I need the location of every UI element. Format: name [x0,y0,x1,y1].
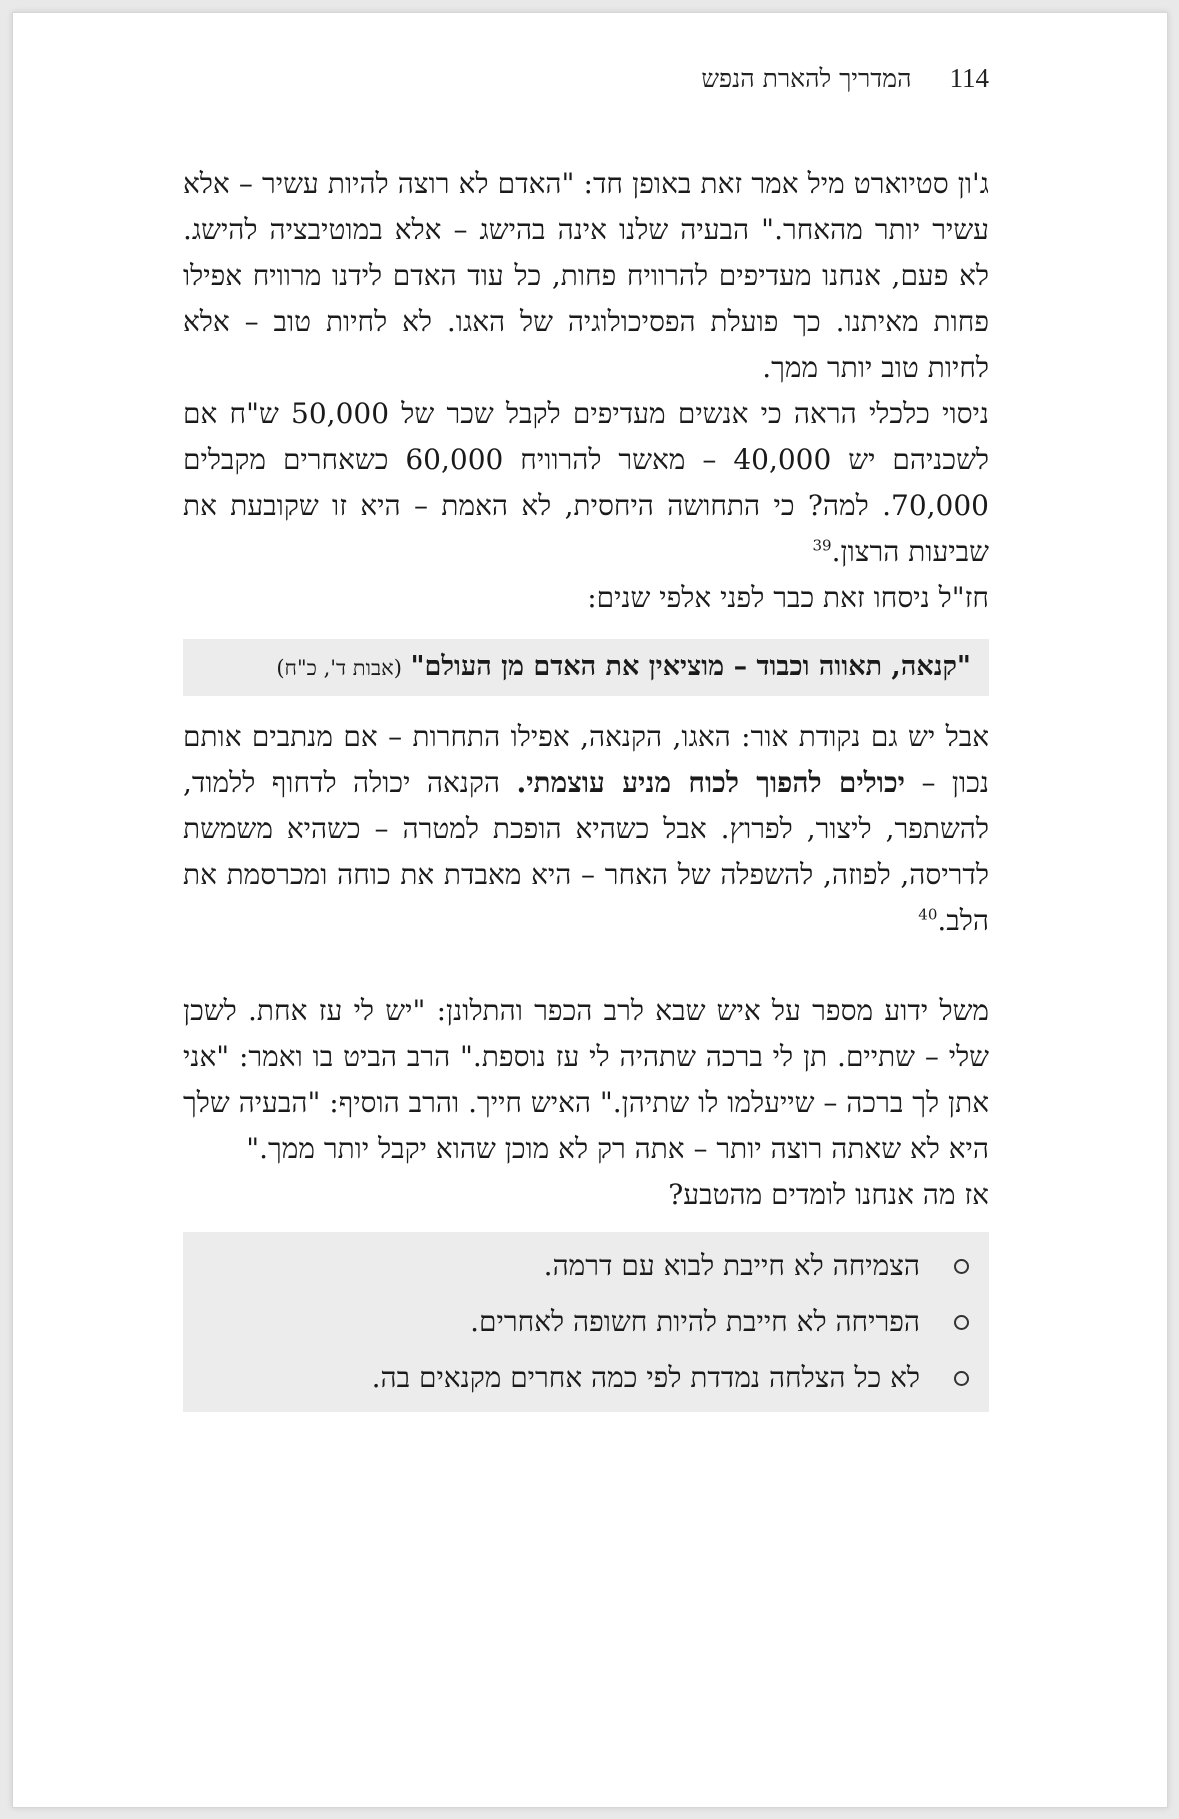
paragraph-experiment-text: ניסוי כלכלי הראה כי אנשים מעדיפים לקבל שכר של 50,000 ש"ח אם לשכניהם יש 40,000 – מאשר להרוויח 60,000 כשאחרים מקבלים 70,000. למה? כי התחושה היחסית, לא האמת – היא זו שקובעת את שביעות הרצון. [183,397,989,568]
paragraph-chazal-text: חז"ל ניסחו זאת כבר לפני אלפי שנים: [587,581,989,614]
paragraph-light-bold: יכולים להפוך לכוח מניע עוצמתי. [516,766,905,799]
quote-text: "קנאה, תאווה וכבוד – מוציאין את האדם מן העולם" [410,651,971,682]
paragraph-chazal [183,575,989,621]
circle-bullet-icon [954,1315,969,1330]
question-line [183,1172,989,1218]
book-title: המדריך להארת הנפש [701,64,912,93]
paragraph-mill-text: ג'ון סטיוארט מיל אמר זאת באופן חד: "האדם לא רוצה להיות עשיר – אלא עשיר יותר מהאחר." הבעיה שלנו אינה בהישג – אלא במוטיבציה להישג. לא פעם, אנחנו מעדיפים להרוויח פחות, כל עוד האדם לידנו מרוויח אפילו פחות מאיתנו. כך פועלת הפסיכולוגיה של האגו. לא לחיות טוב – אלא לחיות טוב יותר ממך. [183,167,989,384]
circle-bullet-icon [954,1259,969,1274]
quote-source: (אבות ד', כ"ח) [276,656,402,680]
list-item-text: הפריחה לא חייבת להיות חשופה לאחרים. [470,1305,920,1338]
list-item-text: הצמיחה לא חייבת לבוא עם דרמה. [543,1249,920,1282]
paragraph-parable [183,988,989,1172]
page-number: 114 [949,63,989,93]
paragraph-light-text-end: הקנאה יכולה לדחוף ללמוד, להשתפר, ליצור, לפרוץ. אבל כשהיא הופכת למטרה – כשהיא משמשת לדריסה, לפוזה, להשפלה של האחר – היא מאבדת את כוחה ומכרסמת את הלב. [183,766,989,937]
paragraph-light [183,714,989,944]
footnote-marker: 39 [812,536,832,555]
paragraph-parable-text: משל ידוע מספר על איש שבא לרב הכפר והתלונן: "יש לי עז אחת. לשכן שלי – שתיים. תן לי ברכה שתהיה לי עז נוספת." הרב הביט בו ואמר: "אני אתן לך ברכה – שייעלמו לו שתיהן." האיש חייך. והרב הוסיף: "הבעיה שלך היא לא שאתה רוצה יותר – אתה רק לא מוכן שהוא יקבל יותר ממך." [183,994,989,1165]
list-item-text: לא כל הצלחה נמדדת לפי כמה אחרים מקנאים בה. [371,1361,920,1394]
list-item [197,1238,975,1294]
lessons-box [183,1232,989,1412]
book-page [12,12,1168,1808]
question-text: אז מה אנחנו לומדים מהטבע? [668,1178,989,1211]
quote-box [183,639,989,696]
circle-bullet-icon [954,1371,969,1386]
paragraph-mill [183,161,989,391]
lessons-list [197,1238,975,1406]
paragraph-light-text: אבל יש גם נקודת אור: האגו, הקנאה, אפילו התחרות – אם מנתבים אותם נכון – [183,720,989,799]
list-item [197,1350,975,1406]
running-head [183,63,989,94]
paragraph-experiment [183,391,989,575]
footnote-marker: 40 [918,905,938,924]
list-item [197,1294,975,1350]
page-content [183,161,989,1412]
